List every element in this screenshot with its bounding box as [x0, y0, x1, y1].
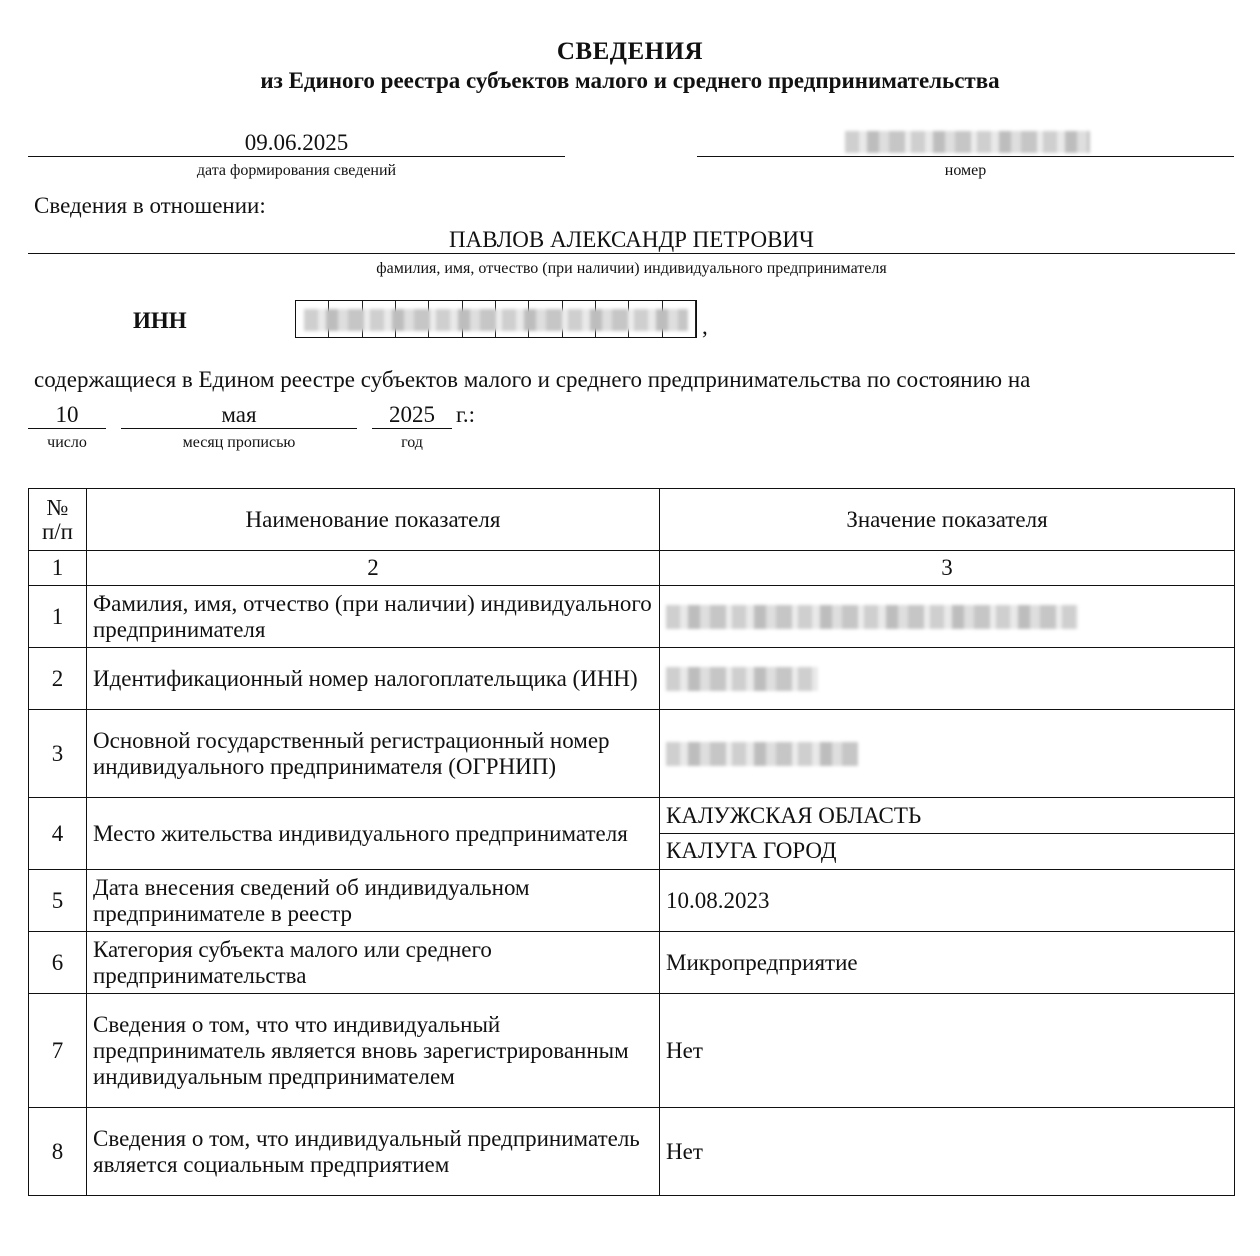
table-row — [29, 870, 1235, 932]
formation-date: 09.06.2025 — [28, 130, 565, 157]
row-indicator-value: Нет — [660, 1108, 1235, 1196]
row-number: 5 — [29, 870, 87, 932]
state-year-suffix: г.: — [456, 402, 475, 427]
row-indicator-value — [660, 710, 1235, 798]
header-indicator-value: Значение показателя — [660, 489, 1235, 551]
header-number: № п/п — [29, 489, 87, 551]
subject-name-caption: фамилия, имя, отчество (при наличии) индивидуального предпринимателя — [376, 260, 887, 277]
formation-date-caption: дата формирования сведений — [196, 162, 397, 179]
table-row — [29, 932, 1235, 994]
state-month: мая — [121, 402, 357, 429]
row-indicator-name: Идентификационный номер налогоплательщика (ИНН) — [87, 648, 660, 710]
state-year-caption: год — [401, 434, 423, 451]
subject-intro: Сведения в отношении: — [34, 193, 266, 218]
row-indicator-name: Сведения о том, что индивидуальный предприниматель является социальным предприятием — [87, 1108, 660, 1196]
redacted-number — [845, 131, 1090, 153]
row-indicator-name: Место жительства индивидуального предпринимателя — [87, 798, 660, 870]
state-text: содержащиеся в Едином реестре субъектов малого и среднего предпринимательства по состоянию на — [34, 367, 1031, 392]
document-subtitle: из Единого реестра субъектов малого и среднего предпринимательства — [260, 68, 1000, 93]
redacted-inn — [304, 309, 688, 331]
table-row — [29, 586, 1235, 648]
row-indicator-name: Категория субъекта малого или среднего предпринимательства — [87, 932, 660, 994]
residence-city: КАЛУГА ГОРОД — [666, 838, 837, 863]
residence-region: КАЛУЖСКАЯ ОБЛАСТЬ — [660, 799, 1234, 834]
row-number: 8 — [29, 1108, 87, 1196]
row-number: 4 — [29, 798, 87, 870]
table-row — [29, 798, 1235, 870]
inn-boxes — [295, 300, 697, 338]
state-day-caption: число — [47, 434, 87, 451]
state-month-caption: месяц прописью — [182, 434, 296, 451]
row-indicator-value: Нет — [660, 994, 1235, 1108]
table-header-row — [29, 489, 1235, 551]
table-colnum-row — [29, 551, 1235, 586]
row-number: 1 — [29, 586, 87, 648]
table-row — [29, 648, 1235, 710]
row-indicator-value — [660, 798, 1235, 870]
row-number: 2 — [29, 648, 87, 710]
colnum-1: 1 — [29, 551, 87, 586]
document-number-caption: номер — [944, 162, 987, 179]
colnum-3: 3 — [660, 551, 1235, 586]
document-number-field — [697, 130, 1234, 157]
row-indicator-value: Микропредприятие — [660, 932, 1235, 994]
redacted-value — [666, 742, 858, 766]
row-indicator-name: Сведения о том, что что индивидуальный предприниматель является вновь зарегистрированным индивидуальным предпринимателем — [87, 994, 660, 1108]
row-number: 6 — [29, 932, 87, 994]
table-row — [29, 1108, 1235, 1196]
table-row — [29, 710, 1235, 798]
row-number: 3 — [29, 710, 87, 798]
subject-name: ПАВЛОВ АЛЕКСАНДР ПЕТРОВИЧ — [28, 227, 1235, 254]
header-indicator-name: Наименование показателя — [87, 489, 660, 551]
state-year: 2025 — [372, 402, 452, 429]
table-row — [29, 994, 1235, 1108]
state-day: 10 — [28, 402, 106, 429]
indicators-table — [28, 488, 1235, 1196]
row-indicator-name: Дата внесения сведений об индивидуальном предпринимателе в реестр — [87, 870, 660, 932]
row-indicator-name: Фамилия, имя, отчество (при наличии) индивидуального предпринимателя — [87, 586, 660, 648]
redacted-value — [666, 667, 818, 691]
inn-label: ИНН — [133, 308, 187, 333]
row-indicator-value — [660, 648, 1235, 710]
row-number: 7 — [29, 994, 87, 1108]
colnum-2: 2 — [87, 551, 660, 586]
redacted-value — [666, 605, 1078, 629]
row-indicator-value: 10.08.2023 — [660, 870, 1235, 932]
row-indicator-name: Основной государственный регистрационный номер индивидуального предпринимателя (ОГРНИП) — [87, 710, 660, 798]
inn-comma: , — [702, 314, 708, 339]
row-indicator-value — [660, 586, 1235, 648]
document-title: СВЕДЕНИЯ — [556, 38, 704, 65]
